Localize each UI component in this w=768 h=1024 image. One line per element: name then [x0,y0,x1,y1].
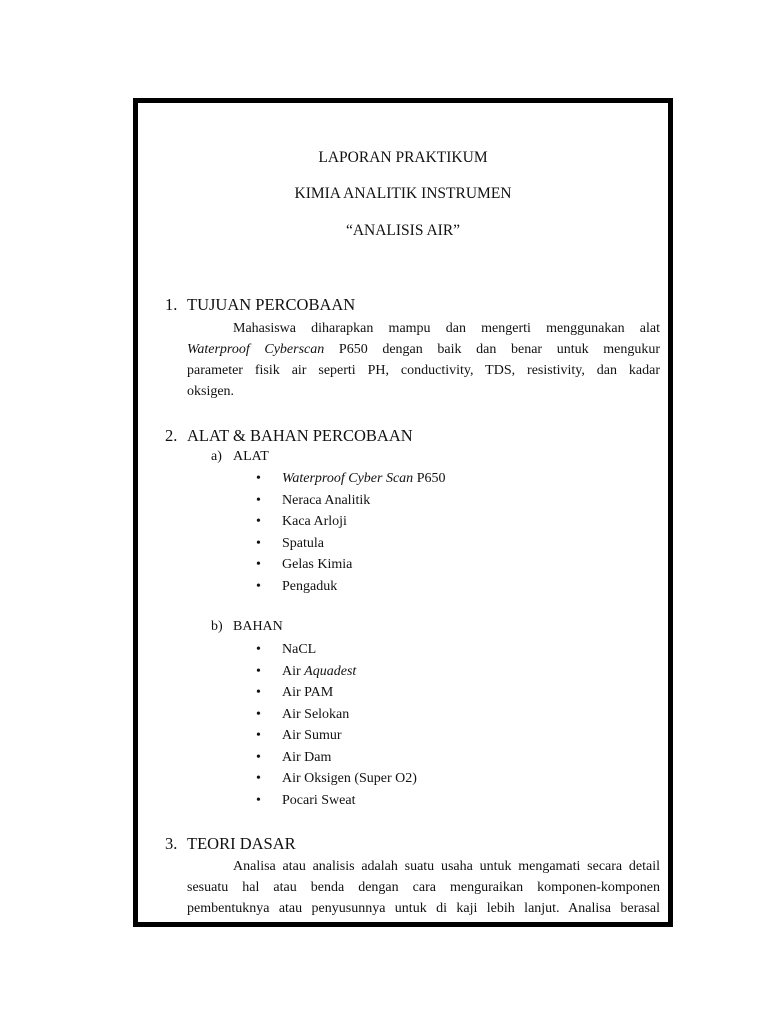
list-item-text: Air Oksigen (Super O2) [282,771,417,786]
list-item-text: Air Sumur [282,728,342,743]
list-item-text: Air Dam [282,749,332,765]
section-3-paragraph [187,856,660,919]
paragraph-line: Analisa atau analisis adalah suatu usaha untuk mengamati secara detail [233,859,660,874]
list-item-text: Air [282,663,305,679]
report-title-line-2: KIMIA ANALITIK INSTRUMEN [294,185,512,202]
list-item-text: Pocari Sweat [282,792,356,808]
report-title-line-1: LAPORAN PRAKTIKUM [318,149,488,166]
list-item-text: Gelas Kimia [282,557,353,572]
bullet-icon: • [256,471,261,486]
paragraph-line: parameter fisik air seperti PH, conductivity, TDS, resistivity, dan kadar [187,363,660,378]
section-number: 2. [165,426,178,445]
subheading-bahan [211,619,283,635]
paragraph-line: pembentuknya atau penyusunnya untuk di kaji lebih lanjut. Analisa berasal [187,901,660,916]
list-item [256,661,417,683]
list-item [256,533,445,555]
section-title: TUJUAN PERCOBAAN [187,295,356,314]
bullet-icon: • [256,557,261,572]
list-item-text: Air PAM [282,685,334,700]
bullet-icon: • [256,749,261,765]
paragraph-line: Mahasiswa diharapkan mampu dan mengerti menggunakan alat [233,321,660,336]
bullet-icon: • [256,642,261,657]
list-item [256,704,417,726]
list-item [256,511,445,533]
section-number: 1. [165,295,178,314]
bullet-icon: • [256,535,261,551]
paragraph-line: oksigen. [187,384,235,399]
bullet-icon: • [256,578,261,594]
bullet-icon: • [256,514,261,529]
bullet-icon: • [256,663,261,679]
subheading-label: BAHAN [233,619,283,634]
bullet-icon: • [256,492,261,508]
list-item-text: Spatula [282,535,324,551]
subheading-label: ALAT [233,449,269,464]
list-item [256,790,417,812]
italic-term: Aquadest [304,663,357,679]
list-item-text: NaCL [282,642,317,657]
list-item-text: Kaca Arloji [282,514,347,529]
section-heading-teori [165,834,296,854]
alat-list [256,468,445,597]
paragraph-line [187,339,660,360]
bullet-icon: • [256,728,261,743]
list-item-text: Pengaduk [282,578,338,594]
section-heading-alat-bahan [165,426,413,446]
bullet-icon: • [256,792,261,808]
list-marker: b) [211,619,223,634]
italic-term: Waterproof Cyberscan [187,342,325,357]
subheading-alat [211,449,269,465]
section-title: TEORI DASAR [187,834,296,853]
list-item [256,725,417,747]
list-item-text: Neraca Analitik [282,492,371,508]
bullet-icon: • [256,771,261,786]
list-item-text: Air Selokan [282,706,350,722]
list-item [256,639,417,661]
bullet-icon: • [256,706,261,722]
list-item [256,768,417,790]
section-1-paragraph [187,318,660,402]
section-number: 3. [165,834,178,853]
bullet-icon: • [256,685,261,700]
list-item [256,576,445,598]
list-item-text: P650 [413,471,446,486]
list-item [256,554,445,576]
section-heading-tujuan [165,295,355,315]
paragraph-line: sesuatu hal atau benda dengan cara menguraikan komponen-komponen [187,880,660,895]
document-page [133,98,673,927]
list-item [256,490,445,512]
list-item [256,747,417,769]
list-item [256,468,445,490]
list-marker: a) [211,449,222,464]
paragraph-text: P650 dengan baik dan benar untuk mengukur [324,342,660,357]
list-item [256,682,417,704]
bahan-list [256,639,417,811]
section-title: ALAT & BAHAN PERCOBAAN [187,426,413,445]
italic-term: Waterproof Cyber Scan [282,471,414,486]
report-title-line-3: “ANALISIS AIR” [345,222,461,239]
